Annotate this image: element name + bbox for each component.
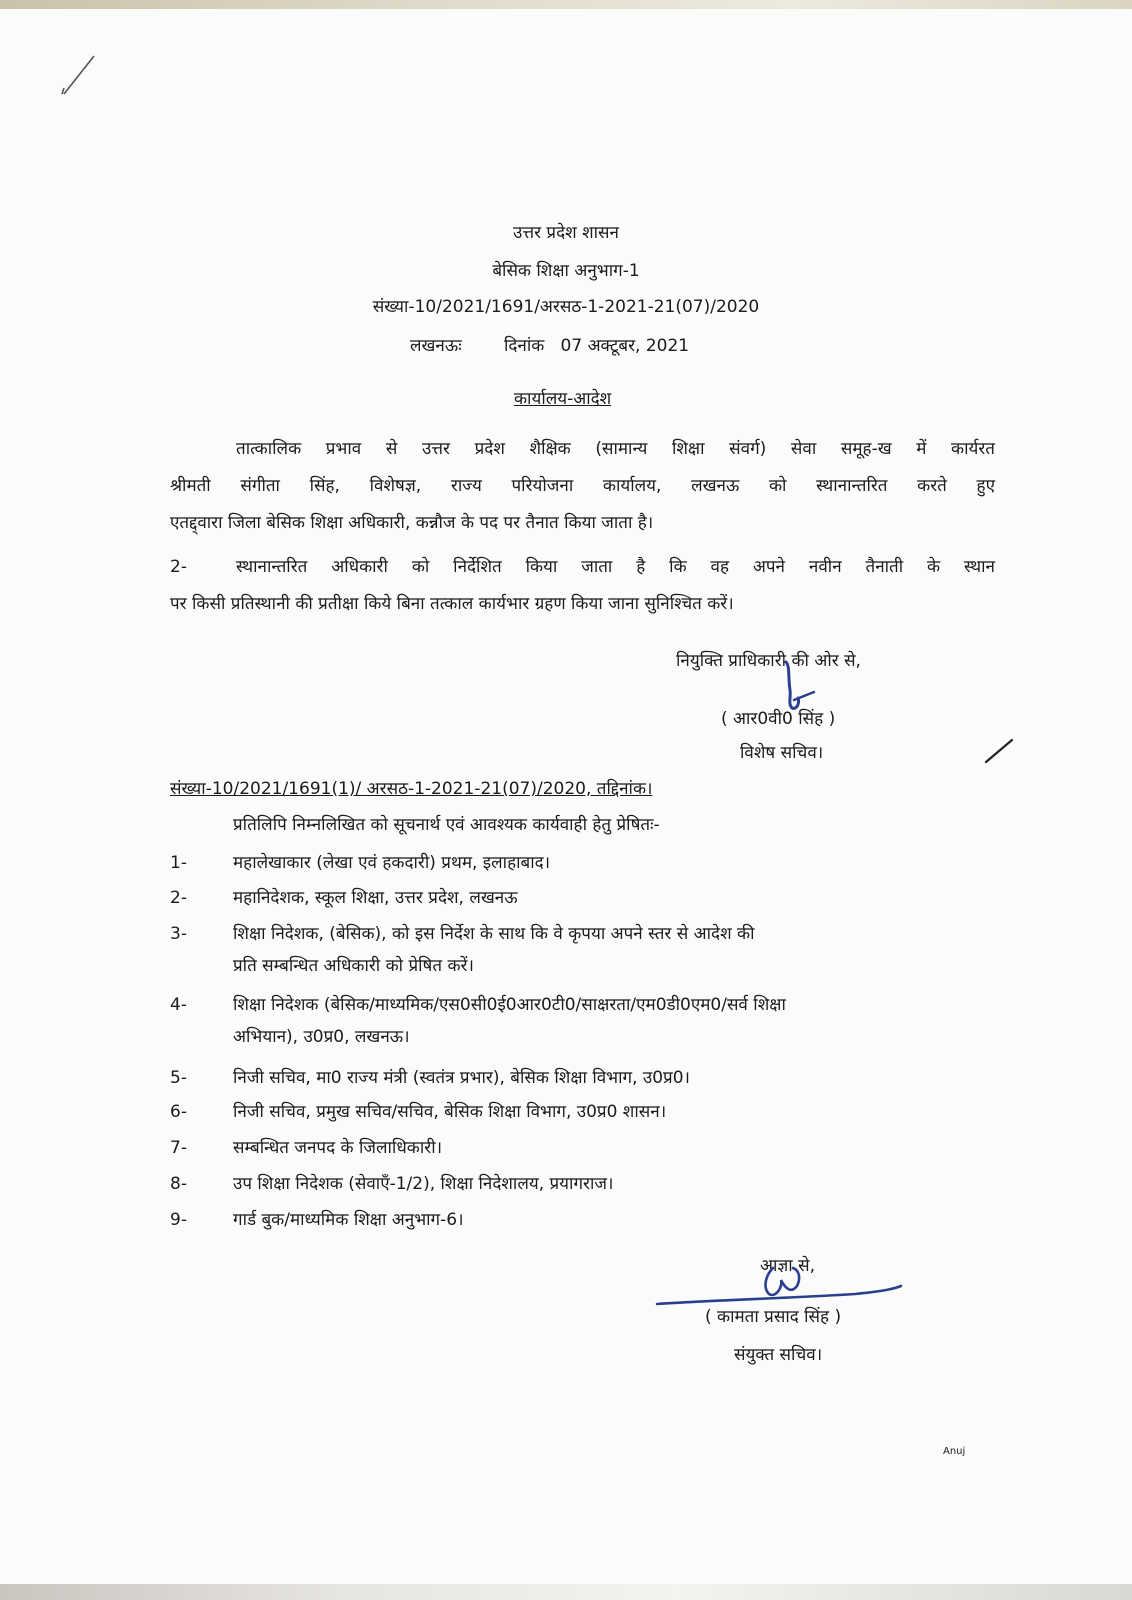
copy-item-number: 5- bbox=[170, 1068, 187, 1088]
copy-item-line: प्रति सम्बन्धित अधिकारी को प्रेषित करें। bbox=[233, 956, 474, 976]
order-title: कार्यालय-आदेश bbox=[514, 389, 612, 409]
signature-2-by-order: आज्ञा से, bbox=[760, 1256, 815, 1276]
header-place: लखनऊः bbox=[410, 336, 462, 356]
copy-item-number: 8- bbox=[170, 1174, 187, 1194]
copy-item bbox=[233, 1137, 973, 1159]
paragraph-1 bbox=[170, 431, 995, 542]
signature-2-designation: संयुक्त सचिव। bbox=[734, 1345, 823, 1365]
copy-item bbox=[233, 1101, 973, 1123]
scan-top-edge bbox=[0, 0, 1132, 9]
header-date: दिनांक 07 अक्टूबर, 2021 bbox=[504, 336, 690, 356]
copy-intro: प्रतिलिपि निम्नलिखित को सूचनार्थ एवं आवश्यक कार्यवाही हेतु प्रेषितः- bbox=[233, 815, 660, 835]
signature-2-name: ( कामता प्रसाद सिंह ) bbox=[705, 1307, 842, 1327]
copy-item-line: शिक्षा निदेशक, (बेसिक), को इस निर्देश के साथ कि वे कृपया अपने स्तर से आदेश की bbox=[233, 924, 755, 944]
copy-item-number: 2- bbox=[170, 888, 187, 908]
copy-item-number: 9- bbox=[170, 1210, 187, 1230]
copy-item-line: निजी सचिव, मा0 राज्य मंत्री (स्वतंत्र प्रभार), बेसिक शिक्षा विभाग, उ0प्र0। bbox=[233, 1068, 690, 1088]
pen-tick-mark-right bbox=[984, 736, 1014, 766]
copy-item-number: 3- bbox=[170, 924, 187, 944]
copy-item-number: 1- bbox=[170, 853, 187, 873]
pen-tick-mark bbox=[58, 50, 98, 100]
paragraph-2-number: 2- bbox=[170, 557, 187, 577]
footer-initials: Anuj bbox=[943, 1446, 966, 1457]
paragraph-1-line-1: तात्कालिक प्रभाव से उत्तर प्रदेश शैक्षिक (सामान्य शिक्षा संवर्ग) सेवा समूह-ख में कार्यरत bbox=[236, 439, 995, 459]
copy-item bbox=[233, 1067, 973, 1089]
paragraph-2-line-2: पर किसी प्रतिस्थानी की प्रतीक्षा किये बिना तत्काल कार्यभार ग्रहण किया जाना सुनिश्चित करें। bbox=[170, 594, 734, 614]
header-government: उत्तर प्रदेश शासन bbox=[513, 223, 619, 243]
signature-1-on-behalf: नियुक्ति प्राधिकारी की ओर से, bbox=[676, 651, 861, 671]
copy-item-number: 7- bbox=[170, 1138, 187, 1158]
copy-item-number: 6- bbox=[170, 1102, 187, 1122]
copy-item-line: महानिदेशक, स्कूल शिक्षा, उत्तर प्रदेश, लखनऊ bbox=[233, 888, 518, 908]
copy-reference: संख्या-10/2021/1691(1)/ अरसठ-1-2021-21(07)/2020, तद्दिनांक। bbox=[170, 779, 653, 799]
signature-1-name: ( आर0वी0 सिंह ) bbox=[721, 709, 836, 729]
signature-1-designation: विशेष सचिव। bbox=[740, 743, 824, 763]
copy-item-line: सम्बन्धित जनपद के जिलाधिकारी। bbox=[233, 1138, 443, 1158]
header-section: बेसिक शिक्षा अनुभाग-1 bbox=[492, 261, 640, 281]
copy-item-line: उप शिक्षा निदेशक (सेवाएँ-1/2), शिक्षा निदेशालय, प्रयागराज। bbox=[233, 1174, 614, 1194]
header-reference: संख्या-10/2021/1691/अरसठ-1-2021-21(07)/2020 bbox=[372, 297, 760, 317]
copy-item-line: अभियान), उ0प्र0, लखनऊ। bbox=[233, 1027, 410, 1047]
scan-bottom-edge bbox=[0, 1584, 1132, 1600]
copy-item-line: निजी सचिव, प्रमुख सचिव/सचिव, बेसिक शिक्षा विभाग, उ0प्र0 शासन। bbox=[233, 1102, 667, 1122]
copy-item bbox=[233, 923, 973, 977]
copy-item-number: 4- bbox=[170, 995, 187, 1015]
copy-item bbox=[233, 1173, 973, 1195]
copy-item-line: शिक्षा निदेशक (बेसिक/माध्यमिक/एस0सी0ई0आर0टी0/साक्षरता/एम0डी0एम0/सर्व शिक्षा bbox=[233, 995, 786, 1015]
paragraph-2 bbox=[170, 549, 995, 623]
copy-item bbox=[233, 852, 973, 874]
copy-item bbox=[233, 1209, 973, 1231]
paragraph-2-line-1: स्थानान्तरित अधिकारी को निर्देशित किया जाता है कि वह अपने नवीन तैनाती के स्थान bbox=[236, 557, 995, 577]
copy-item-line: महालेखाकार (लेखा एवं हकदारी) प्रथम, इलाहाबाद। bbox=[233, 853, 551, 873]
copy-item-line: गार्ड बुक/माध्यमिक शिक्षा अनुभाग-6। bbox=[233, 1210, 464, 1230]
paragraph-1-line-3: एतद्द्वारा जिला बेसिक शिक्षा अधिकारी, कन्नौज के पद पर तैनात किया जाता है। bbox=[170, 513, 654, 533]
copy-item bbox=[233, 887, 973, 909]
copy-item bbox=[233, 994, 973, 1048]
paragraph-1-line-2: श्रीमती संगीता सिंह, विशेषज्ञ, राज्य परियोजना कार्यालय, लखनऊ को स्थानान्तरित करते हुए bbox=[170, 476, 995, 496]
